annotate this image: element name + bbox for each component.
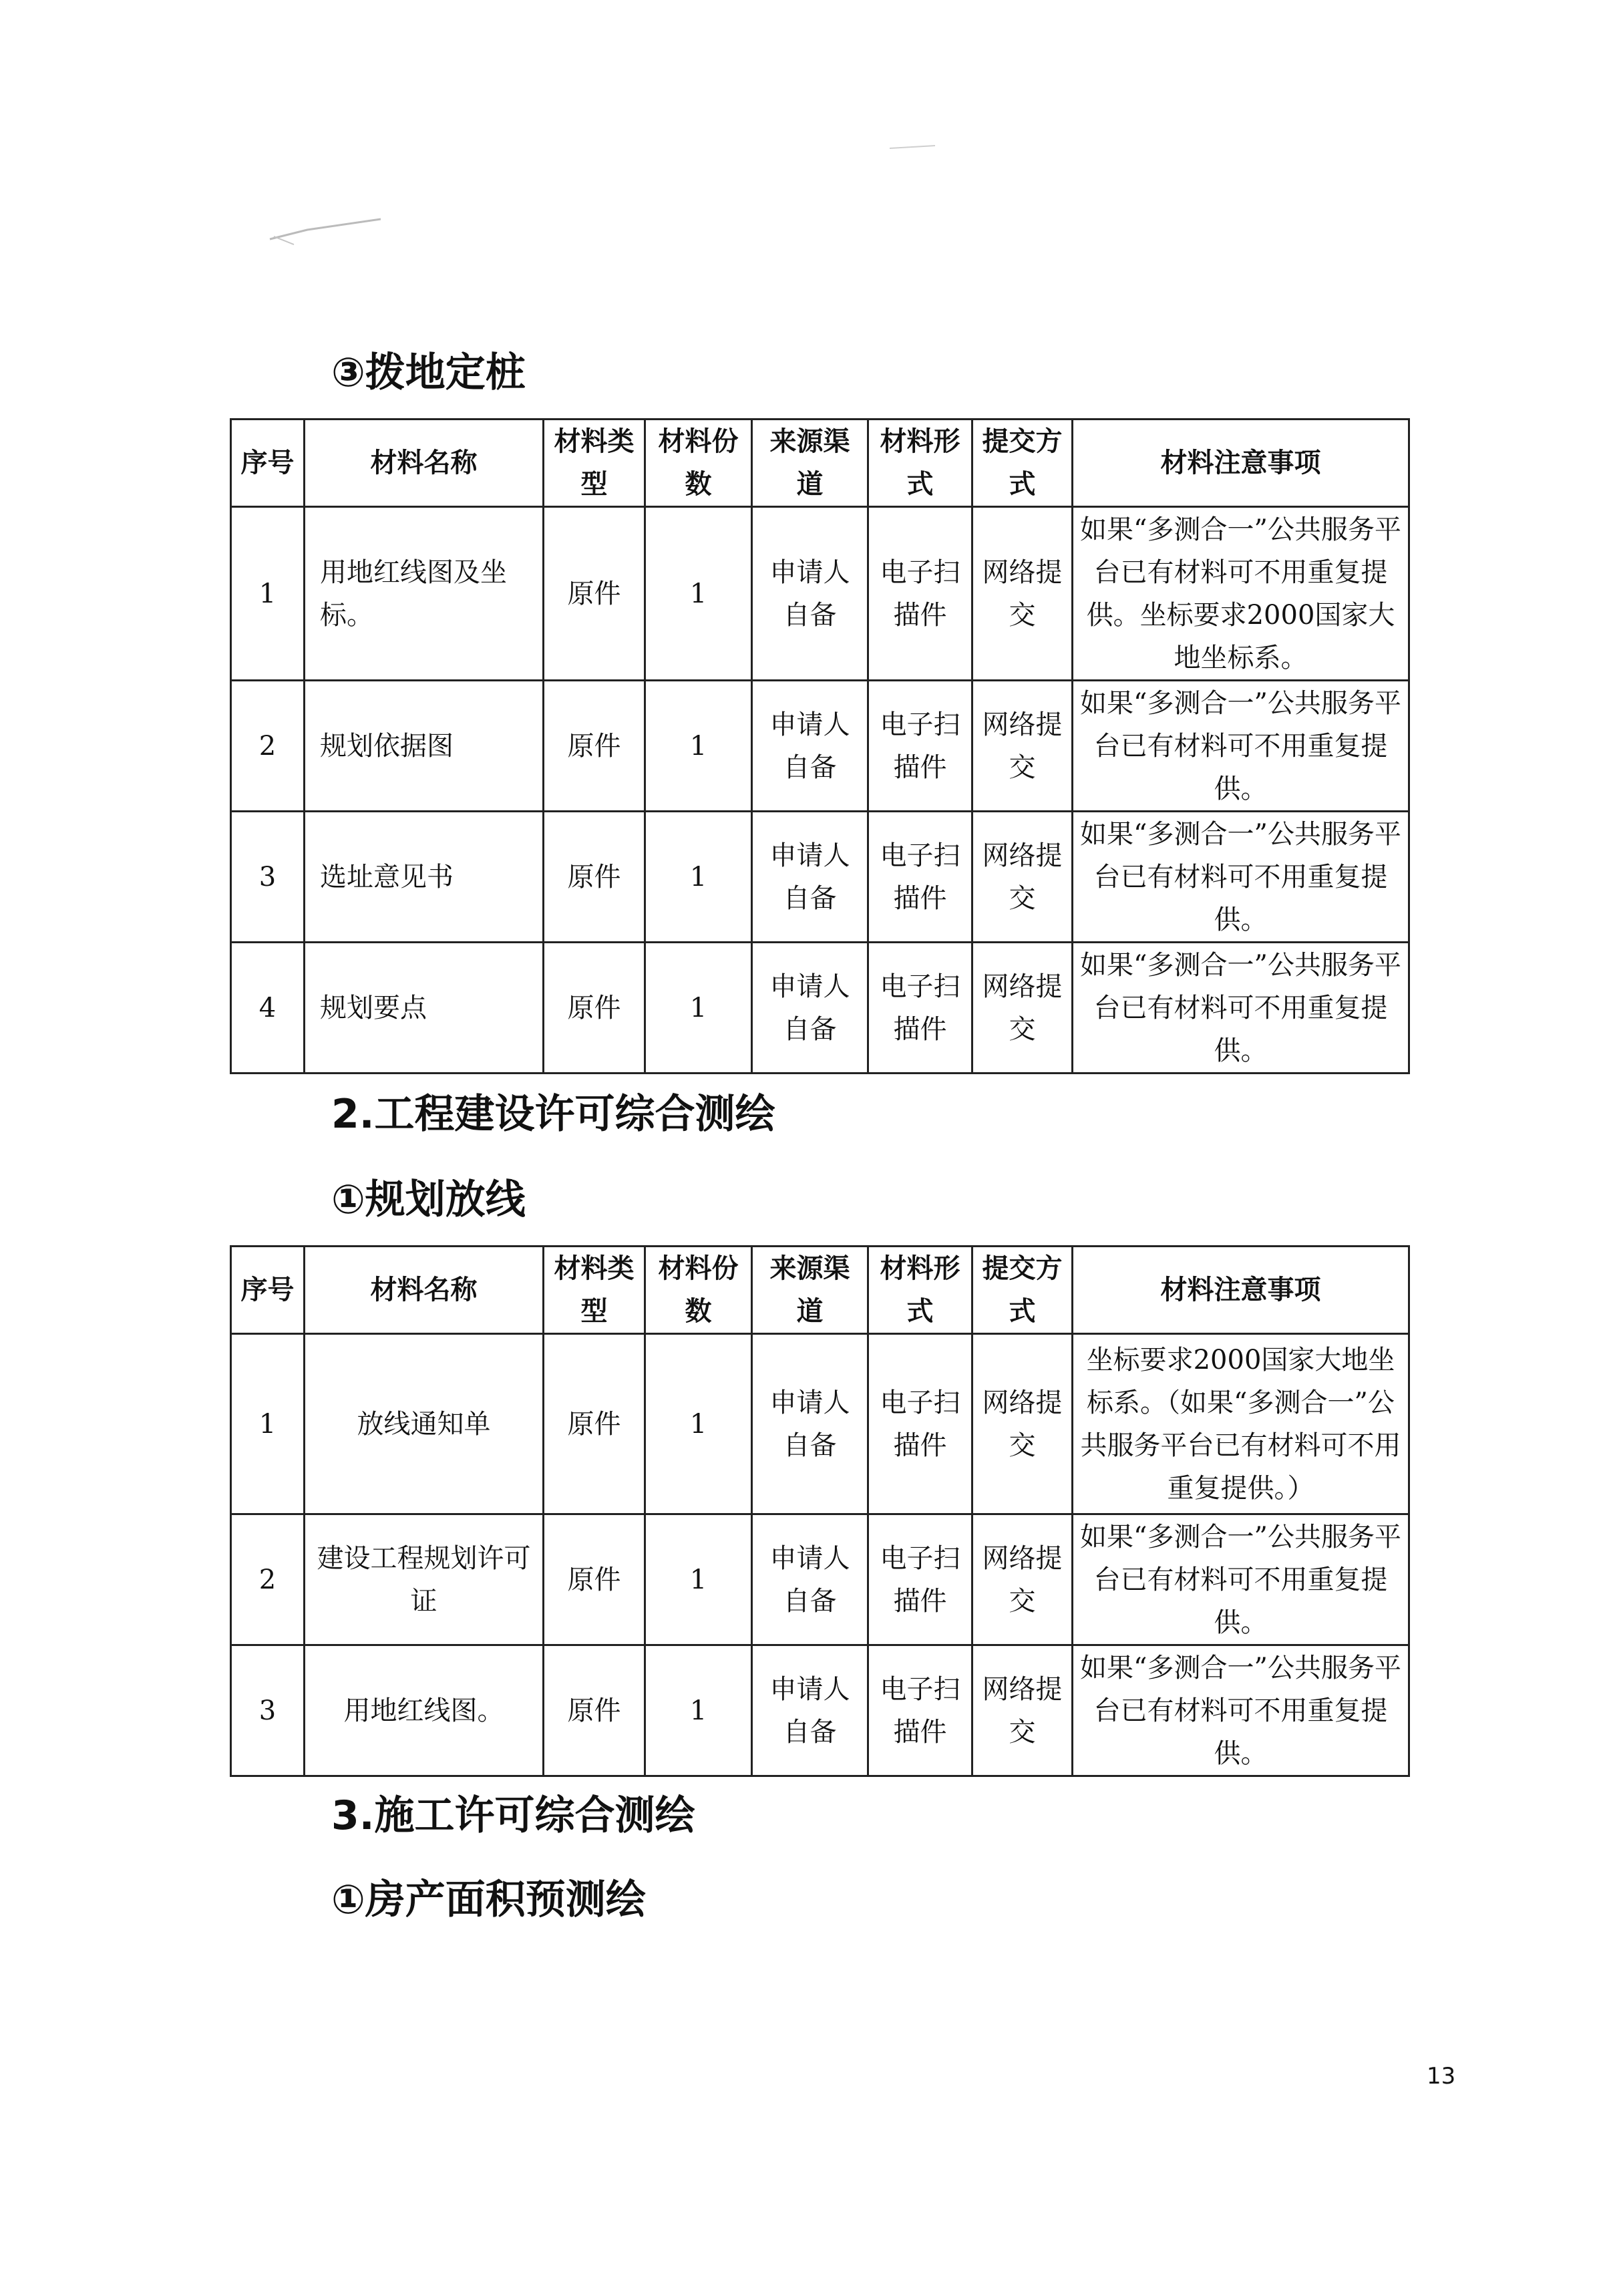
table-row (231, 1334, 1409, 1514)
cell-material-name: 放线通知单 (305, 1334, 544, 1514)
cell-no: 1 (231, 1334, 305, 1514)
cell-source: 申请人自备 (752, 1514, 868, 1645)
table-header-row (231, 1247, 1409, 1334)
column-header: 材料形式 (868, 1247, 972, 1334)
cell-note: 如果“多测合一”公共服务平台已有材料可不用重复提供。 (1073, 943, 1409, 1074)
column-header: 材料份数 (645, 420, 752, 507)
column-header: 来源渠道 (752, 420, 868, 507)
cell-form: 电子扫描件 (868, 812, 972, 943)
cell-count: 1 (645, 812, 752, 943)
column-header: 材料名称 (305, 420, 544, 507)
cell-count: 1 (645, 1334, 752, 1514)
cell-type: 原件 (544, 1645, 645, 1776)
table-row (231, 943, 1409, 1074)
cell-submit: 网络提交 (972, 943, 1073, 1074)
cell-no: 4 (231, 943, 305, 1074)
cell-submit: 网络提交 (972, 812, 1073, 943)
column-header: 材料名称 (305, 1247, 544, 1334)
cell-form: 电子扫描件 (868, 1645, 972, 1776)
table-row (231, 681, 1409, 812)
table-row (231, 812, 1409, 943)
cell-material-name: 规划要点 (305, 943, 544, 1074)
cell-form: 电子扫描件 (868, 507, 972, 681)
column-header: 来源渠道 (752, 1247, 868, 1334)
section-heading-planning-setout: ①规划放线 (331, 1176, 526, 1223)
cell-form: 电子扫描件 (868, 1514, 972, 1645)
cell-material-name: 建设工程规划许可证 (305, 1514, 544, 1645)
cell-form: 电子扫描件 (868, 681, 972, 812)
cell-count: 1 (645, 1645, 752, 1776)
table-row (231, 1645, 1409, 1776)
cell-note: 如果“多测合一”公共服务平台已有材料可不用重复提供。 (1073, 681, 1409, 812)
table-row (231, 1514, 1409, 1645)
column-header: 材料注意事项 (1073, 1247, 1409, 1334)
cell-submit: 网络提交 (972, 507, 1073, 681)
cell-source: 申请人自备 (752, 681, 868, 812)
cell-no: 1 (231, 507, 305, 681)
cell-material-name: 用地红线图。 (305, 1645, 544, 1776)
cell-type: 原件 (544, 681, 645, 812)
cell-form: 电子扫描件 (868, 1334, 972, 1514)
column-header: 材料类型 (544, 420, 645, 507)
cell-note: 坐标要求2000国家大地坐标系。（如果“多测合一”公共服务平台已有材料可不用重复提供。） (1073, 1334, 1409, 1514)
column-header: 提交方式 (972, 1247, 1073, 1334)
cell-no: 3 (231, 1645, 305, 1776)
table-row (231, 507, 1409, 681)
cell-count: 1 (645, 1514, 752, 1645)
cell-material-name: 选址意见书 (305, 812, 544, 943)
column-header: 序号 (231, 1247, 305, 1334)
section-heading-construction-survey: 3.施工许可综合测绘 (331, 1792, 695, 1839)
cell-submit: 网络提交 (972, 681, 1073, 812)
cell-source: 申请人自备 (752, 812, 868, 943)
column-header: 提交方式 (972, 420, 1073, 507)
cell-source: 申请人自备 (752, 1645, 868, 1776)
column-header: 材料份数 (645, 1247, 752, 1334)
cell-type: 原件 (544, 1334, 645, 1514)
cell-note: 如果“多测合一”公共服务平台已有材料可不用重复提供。 (1073, 1514, 1409, 1645)
section-heading-permit-survey: 2.工程建设许可综合测绘 (331, 1091, 775, 1138)
cell-no: 2 (231, 1514, 305, 1645)
cell-material-name: 用地红线图及坐标。 (305, 507, 544, 681)
cell-note: 如果“多测合一”公共服务平台已有材料可不用重复提供。坐标要求2000国家大地坐标系。 (1073, 507, 1409, 681)
scan-artifact-mark (888, 140, 942, 154)
column-header: 材料注意事项 (1073, 420, 1409, 507)
cell-material-name: 规划依据图 (305, 681, 544, 812)
cell-count: 1 (645, 507, 752, 681)
cell-source: 申请人自备 (752, 1334, 868, 1514)
cell-submit: 网络提交 (972, 1514, 1073, 1645)
cell-type: 原件 (544, 1514, 645, 1645)
cell-note: 如果“多测合一”公共服务平台已有材料可不用重复提供。 (1073, 812, 1409, 943)
materials-table-land-staking (230, 418, 1410, 1074)
section-heading-area-pre-survey: ①房产面积预测绘 (331, 1876, 646, 1923)
cell-type: 原件 (544, 507, 645, 681)
column-header: 序号 (231, 420, 305, 507)
cell-count: 1 (645, 943, 752, 1074)
section-heading-land-staking: ③拨地定桩 (331, 349, 526, 396)
cell-no: 2 (231, 681, 305, 812)
page-number: 13 (1427, 2063, 1456, 2090)
column-header: 材料类型 (544, 1247, 645, 1334)
cell-type: 原件 (544, 943, 645, 1074)
cell-submit: 网络提交 (972, 1334, 1073, 1514)
cell-type: 原件 (544, 812, 645, 943)
table-header-row (231, 420, 1409, 507)
cell-count: 1 (645, 681, 752, 812)
column-header: 材料形式 (868, 420, 972, 507)
materials-table-planning-setout (230, 1245, 1410, 1777)
cell-no: 3 (231, 812, 305, 943)
cell-source: 申请人自备 (752, 507, 868, 681)
scan-artifact-mark (267, 207, 387, 247)
cell-note: 如果“多测合一”公共服务平台已有材料可不用重复提供。 (1073, 1645, 1409, 1776)
cell-submit: 网络提交 (972, 1645, 1073, 1776)
cell-source: 申请人自备 (752, 943, 868, 1074)
cell-form: 电子扫描件 (868, 943, 972, 1074)
